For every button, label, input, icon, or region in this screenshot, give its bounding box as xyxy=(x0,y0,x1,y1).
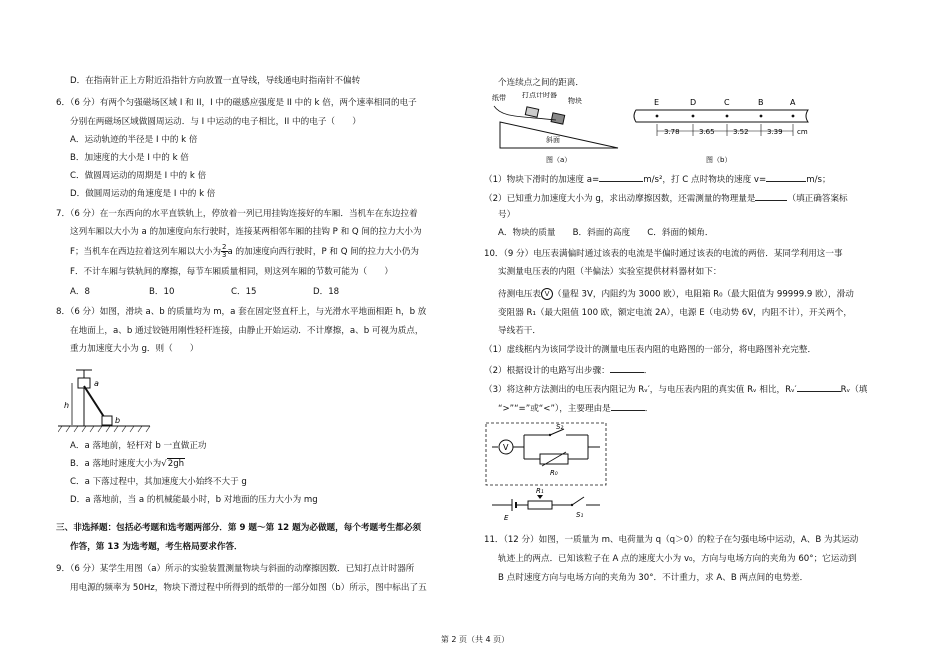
label-b: b xyxy=(115,416,121,425)
point-label-a: A xyxy=(790,98,796,107)
fraction-denominator: 3 xyxy=(222,251,227,259)
distance-unit: cm xyxy=(797,128,808,136)
q9-part2-b: （填正确答案标 xyxy=(787,194,848,204)
q5-option-d: D．在指南针正上方附近沿指针方向放置一直导线，导线通电时指南针不偏转 xyxy=(70,76,361,86)
q10-part3-cont xyxy=(498,401,653,415)
dot-a xyxy=(792,115,795,118)
q6-option-c: C．做圆周运动的周期是 I 中的 k 倍 xyxy=(70,171,207,181)
section3-heading-line2: 作答，第 13 为选考题，考生格局要求作答． xyxy=(70,542,243,552)
label-r0: R₀ xyxy=(550,469,558,477)
distance-ed: 3.78 xyxy=(664,128,680,136)
slider-b xyxy=(102,416,112,425)
q11-stem-line3: B 点时速度方向与电场方向的夹角为 30°．不计重力，求 A、B 两点间的电势差． xyxy=(498,573,809,583)
distance-cb: 3.52 xyxy=(733,128,749,136)
q10-part3-b: Rᵥ（填 xyxy=(840,385,868,395)
q8-option-b-text: B．a 落地时速度大小为 xyxy=(70,459,162,469)
distance-dc: 3.65 xyxy=(699,128,715,136)
block xyxy=(551,113,565,124)
q9-part1 xyxy=(484,172,831,186)
q7-option-d: D．18 xyxy=(313,287,340,297)
distance-ba: 3.39 xyxy=(767,128,783,136)
answer-blank-compare xyxy=(797,382,841,392)
incline xyxy=(500,122,618,148)
answer-blank-velocity xyxy=(766,172,806,182)
q10-stem-line2: 实测量电压表的内阻（半偏法）实验室提供材料器材如下： xyxy=(498,267,722,277)
page-footer: 第 2 页（共 4 页） xyxy=(440,635,510,644)
switch-s1-pivot xyxy=(571,504,573,506)
label-r1: R₁ xyxy=(536,487,544,495)
switch-s1 xyxy=(572,497,584,505)
dot-c xyxy=(726,115,729,118)
caption-b: 图（b） xyxy=(706,156,732,164)
q9-part1-a: （1）物块下滑时的加速度 a= xyxy=(484,175,600,185)
sqrt-2gh: 2gh xyxy=(167,459,185,469)
q10-part2 xyxy=(484,363,652,377)
q6-option-d: D．做圆周运动的角速度是 I 中的 k 倍 xyxy=(70,189,216,199)
answer-blank-quantity xyxy=(755,191,787,201)
timer-box xyxy=(525,107,538,117)
q6-stem-line1: 6．（6 分）有两个匀强磁场区域 I 和 II，I 中的磁感应强度是 II 中的 k 倍，两个速率相同的电子 xyxy=(56,98,417,108)
q9-part1-c: m/s； xyxy=(806,175,831,185)
q10-part2-b: ． xyxy=(643,366,653,376)
q8-stem-line2: 在地面上，a、b 通过铰链用刚性轻杆连接，由静止开始运动．不计摩擦，a、b 可视为质点， xyxy=(70,326,424,336)
answer-blank-reason xyxy=(611,401,645,411)
q10-equipment-b: （量程 3V，内阻约为 3000 欧），电阻箱 R₀（最大阻值为 99999.9 欧），滑动 xyxy=(552,289,854,300)
q6-option-b: B．加速度的大小是 I 中的 k 倍 xyxy=(70,153,189,163)
switch-s2-pivot xyxy=(549,434,551,436)
q9-options: A．物块的质量 B．斜面的高度 C．斜面的倾角． xyxy=(498,228,714,238)
label-block: 物块 xyxy=(568,97,582,105)
label-tape: 纸带 xyxy=(492,94,506,102)
q9-part1-b: m/s²，打 C 点时物块的速度 v= xyxy=(643,175,767,185)
q9-figure-b xyxy=(632,96,904,166)
q10-equipment-a: 待测电压表 xyxy=(498,289,541,300)
q10-part3-a: （3）将这种方法测出的电压表内阻记为 Rᵥ′，与电压表内阻的真实值 Rᵥ 相比，Rᵥ′ xyxy=(484,385,797,395)
voltmeter-label: V xyxy=(503,443,509,452)
q9-stem-line2: 用电源的频率为 50Hz，物块下滑过程中所得到的纸带的一部分如图（b）所示，图中标出了五 xyxy=(70,583,427,593)
paper-tape xyxy=(494,106,556,120)
ground-hatch xyxy=(58,426,150,432)
q7-option-c: C．15 xyxy=(231,287,257,297)
light-rod xyxy=(84,386,106,420)
q9-stem-line3: 个连续点之间的距离． xyxy=(498,78,584,88)
q11-stem-line2: 轨迹上的两点．已知该粒子在 A 点的速度大小为 v₀，方向与电场方向的夹角为 60°；它运动到 xyxy=(498,554,857,564)
q10-part3 xyxy=(484,382,867,396)
dot-e xyxy=(656,115,659,118)
section3-heading-line1: 三、非选择题：包括必考题和选考题两部分．第 9 题～第 12 题为必做题，每个考题考生都必须 xyxy=(56,523,422,533)
q8-option-c: C．a 下落过程中，其加速度大小始终不大于 g xyxy=(70,477,247,487)
q10-equipment-line3: 导线若干． xyxy=(498,326,541,336)
dot-b xyxy=(760,115,763,118)
caption-a: 图（a） xyxy=(546,156,572,164)
q9-figure-a xyxy=(490,92,630,164)
answer-blank-steps xyxy=(610,363,644,373)
q8-stem-line1: 8．（6 分）如图，滑块 a、b 的质量均为 m，a 套在固定竖直杆上，与光滑水平地面相距 h，b 放 xyxy=(56,307,427,317)
label-e: E xyxy=(504,514,509,521)
point-label-b: B xyxy=(758,98,764,107)
q7-stem-line2: 这列车厢以大小为 a 的加速度向东行驶时，连接某两相邻车厢的挂钩 P 和 Q 间的拉力大小为 xyxy=(70,227,422,237)
q9-part2-cont: 号） xyxy=(498,210,516,220)
label-timer: 打点计时器 xyxy=(522,92,557,99)
q7-stem-line3 xyxy=(70,244,419,259)
q8-option-b: B．a 落地时速度大小为√2gh xyxy=(70,459,185,469)
q11-stem-line1: 11．（12 分）如图，一质量为 m、电荷量为 q（q＞0）的粒子在匀强电场中运动，A、B 为其运动 xyxy=(484,535,859,545)
voltmeter-symbol: V xyxy=(541,288,553,300)
q10-part3-d: ． xyxy=(644,404,654,414)
q10-equipment-line1 xyxy=(498,288,854,301)
label-h: h xyxy=(64,401,70,410)
q7-option-b: B．10 xyxy=(149,287,175,297)
q7-stem-line1: 7．（6 分）在一东西向的水平直铁轨上，停放着一列已用挂钩连接好的车厢．当机车在东边拉着 xyxy=(56,209,418,219)
q9-part2-a: （2）已知重力加速度大小为 g，求出动摩擦因数，还需测量的物理量是 xyxy=(484,194,756,204)
q6-option-a: A．运动轨迹的半径是 I 中的 k 倍 xyxy=(70,135,198,145)
q8-option-d: D．a 落地前，当 a 的机械能最小时，b 对地面的压力大小为 mg xyxy=(70,495,318,505)
q7-stem-line3-a: F；当机车在西边拉着这列车厢以大小为 xyxy=(70,247,222,257)
answer-blank-acceleration xyxy=(599,172,643,182)
q8-stem-line3: 重力加速度大小为 g．则（ ） xyxy=(70,344,199,354)
tape-strip xyxy=(634,110,808,122)
q7-option-a: A．8 xyxy=(70,287,90,297)
q8-figure xyxy=(58,368,158,436)
q6-stem-line2: 分别在两磁场区域做圆周运动．与 I 中运动的电子相比，II 中的电子（ ） xyxy=(70,117,361,127)
q10-part3-c: “>”“=”或“<”），主要理由是 xyxy=(498,404,611,414)
q10-part2-a: （2）根据设计的电路写出步骤： xyxy=(484,366,610,376)
r1-slider-arrow xyxy=(537,495,543,499)
q10-equipment-line2: 变阻器 R₁（最大阻值 100 欧，额定电流 2A），电源 E（电动势 6V，内阻不计），开关两个， xyxy=(498,308,852,318)
label-slope: 斜面 xyxy=(546,136,560,144)
dot-d xyxy=(692,115,695,118)
resistor-box-r1 xyxy=(528,501,552,509)
q10-part1: （1）虚线框内为该同学设计的测量电压表内阻的电路图的一部分，将电路图补充完整． xyxy=(484,345,817,355)
point-label-d: D xyxy=(690,98,697,107)
label-s2: S₂ xyxy=(556,423,564,431)
q10-circuit-diagram xyxy=(484,421,614,521)
label-s1: S₁ xyxy=(576,511,584,519)
q9-stem-line1: 9．（6 分）某学生用图（a）所示的实验装置测量物块与斜面的动摩擦因数．已知打点计时器所 xyxy=(56,564,415,574)
q7-stem-line4: F．不计车厢与铁轨间的摩擦，每节车厢质量相同，则这列车厢的节数可能为（ ） xyxy=(70,267,393,277)
q10-stem-line1: 10．（9 分）电压表满偏时通过该表的电流是半偏时通过该表的电流的两倍．某同学利用这一事 xyxy=(484,249,843,259)
point-label-c: C xyxy=(724,98,730,107)
label-a: a xyxy=(94,379,99,388)
fraction-numerator: 2 xyxy=(222,243,227,251)
q7-stem-line3-b: a 的加速度向西行驶时，P 和 Q 间的拉力大小仍为 xyxy=(227,247,419,257)
q8-option-a: A．a 落地前，轻杆对 b 一直做正功 xyxy=(70,441,207,451)
q9-part2 xyxy=(484,191,848,205)
point-label-e: E xyxy=(654,98,660,107)
